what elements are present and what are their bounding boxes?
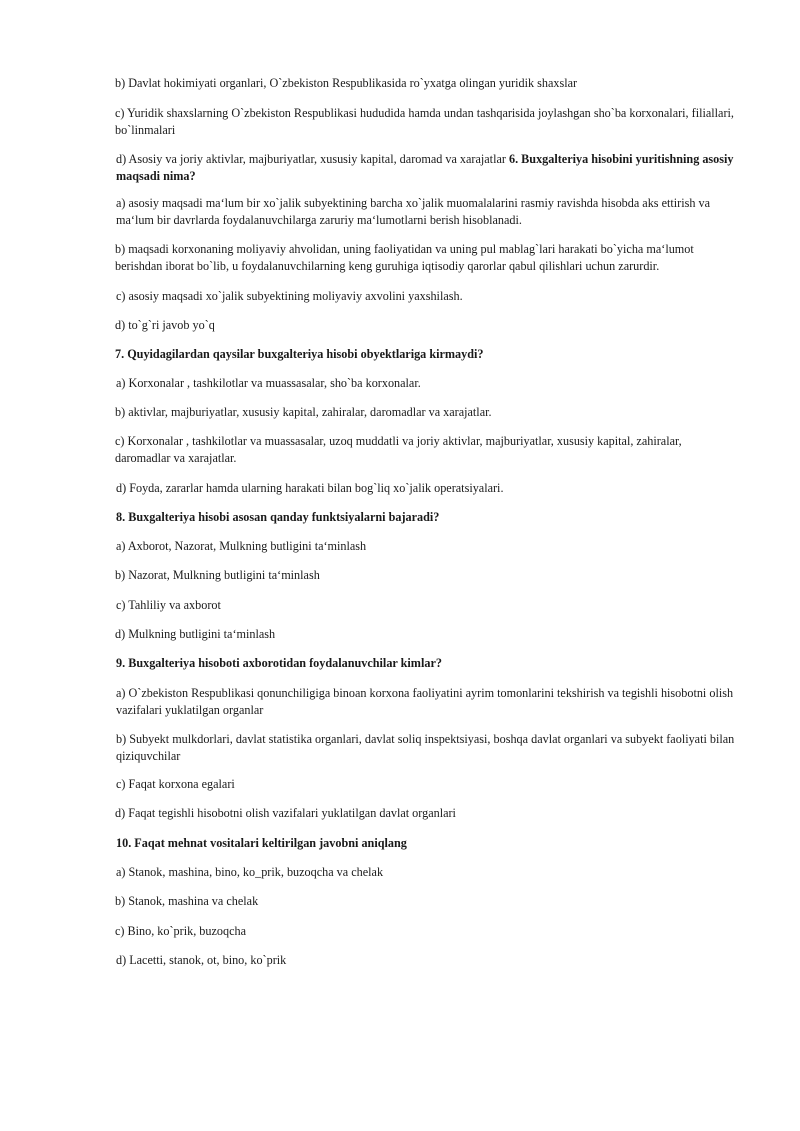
answer-option: b) Nazorat, Mulkning butligini ta‘minlash <box>115 568 320 582</box>
answer-option-with-question <box>115 151 741 185</box>
question-title: 6. Buxgalteriya hisobini yuritishning asosiy maqsadi nima? <box>116 152 734 183</box>
answer-option: a) Korxonalar , tashkilotlar va muassasalar, sho`ba korxonalar. <box>116 376 421 390</box>
answer-option: b) maqsadi korxonaning moliyaviy ahvolidan, uning faoliyatidan va uning pul mablag`lari harakati bo`yicha ma‘lumot berishdan iborat bo`lib, u foydalanuvchilarning keng guruhiga iqtisodiy qarorlar qabul qilishlari uchun zarurdir. <box>115 242 694 273</box>
answer-option: a) asosiy maqsadi ma‘lum bir xo`jalik subyektining barcha xo`jalik muomalalarini rasmiy ravishda hisobda aks ettirish va ma‘lum bir davrlarda foydalanuvchilarga zaruriy ma‘lumotlarni berish hisoblanadi. <box>116 196 710 227</box>
question-title: 8. Buxgalteriya hisobi asosan qanday funktsiyalarni bajaradi? <box>116 510 440 524</box>
answer-option: d) Asosiy va joriy aktivlar, majburiyatlar, xususiy kapital, daromad va xarajatlar <box>116 152 506 166</box>
answer-option: a) O`zbekiston Respublikasi qonunchiligiga binoan korxona faoliyatini ayrim tomonlarini tekshirish va tegishli hisobotni olish vazifalari yuklatilgan organlar <box>116 686 734 717</box>
answer-option: b) aktivlar, majburiyatlar, xususiy kapital, zahiralar, daromadlar va xarajatlar. <box>115 405 492 419</box>
answer-option: b) Stanok, mashina va chelak <box>115 894 259 908</box>
answer-option: c) Bino, ko`prik, buzoqcha <box>115 924 246 938</box>
answer-option: c) Yuridik shaxslarning O`zbekiston Respublikasi hududida hamda undan tashqarisida joylashgan sho`ba korxonalari, filiallari, bo`linmalari <box>115 106 734 137</box>
answer-option: c) Tahliliy va axborot <box>116 598 221 612</box>
answer-option: d) Foyda, zararlar hamda ularning harakati bilan bog`liq xo`jalik operatsiyalari. <box>116 481 504 495</box>
answer-option: a) Axborot, Nazorat, Mulkning butligini ta‘minlash <box>116 539 367 553</box>
answer-option: a) Stanok, mashina, bino, ko_prik, buzoqcha va chelak <box>116 865 384 879</box>
question-title: 7. Quyidagilardan qaysilar buxgalteriya hisobi obyektlariga kirmaydi? <box>115 347 484 361</box>
answer-option: c) Korxonalar , tashkilotlar va muassasalar, uzoq muddatli va joriy aktivlar, majburiyatlar, xususiy kapital, zahiralar, daromadlar va xarajatlar. <box>115 434 682 465</box>
answer-option: d) Mulkning butligini ta‘minlash <box>115 627 276 641</box>
answer-option: d) to`g`ri javob yo`q <box>115 318 215 332</box>
answer-option: d) Lacetti, stanok, ot, bino, ko`prik <box>116 953 287 967</box>
answer-option: d) Faqat tegishli hisobotni olish vazifalari yuklatilgan davlat organlari <box>115 806 456 820</box>
answer-option: c) Faqat korxona egalari <box>116 777 235 791</box>
answer-option: c) asosiy maqsadi xo`jalik subyektining moliyaviy axvolini yaxshilash. <box>116 289 463 303</box>
answer-option: b) Subyekt mulkdorlari, davlat statistika organlari, davlat soliq inspektsiyasi, boshqa davlat organlari va subyekt faoliyati bilan qiziquvchilar <box>116 732 735 763</box>
answer-option: b) Davlat hokimiyati organlari, O`zbekiston Respublikasida ro`yxatga olingan yuridik shaxslar <box>115 76 578 90</box>
question-title: 9. Buxgalteriya hisoboti axborotidan foydalanuvchilar kimlar? <box>116 656 442 670</box>
question-title: 10. Faqat mehnat vositalari keltirilgan javobni aniqlang <box>116 836 407 850</box>
